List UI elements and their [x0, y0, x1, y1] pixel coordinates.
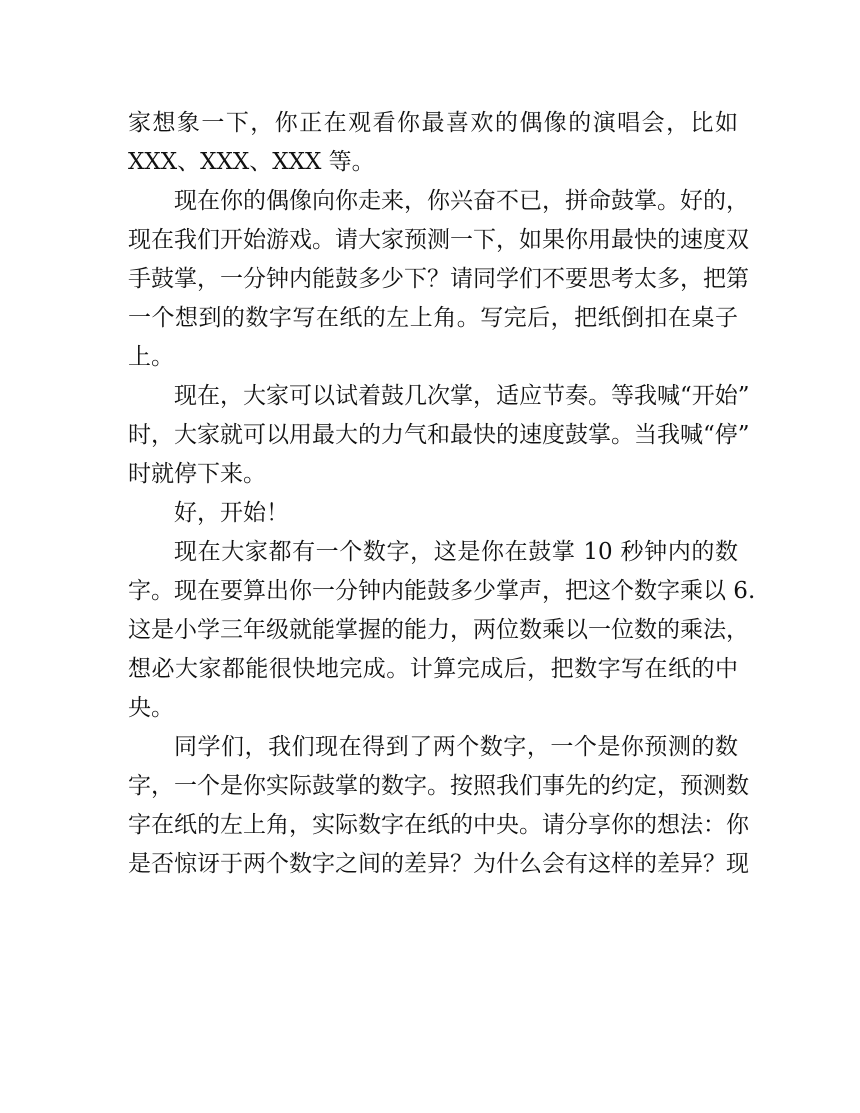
text-line: 字。现在要算出你一分钟内能鼓多少掌声，把这个数字乘以 6. [128, 578, 756, 604]
text-line: 现在，大家可以试着鼓几次掌，适应节奏。等我喊“开始” [174, 383, 750, 409]
text-line: 现在我们开始游戏。请大家预测一下，如果你用最快的速度双 [128, 227, 749, 253]
text-line: 时就停下来。 [128, 461, 266, 487]
text-line: 央。 [128, 695, 174, 721]
text-line: 现在大家都有一个数字，这是你在鼓掌 10 秒钟内的数 [174, 539, 738, 565]
text-line: 是否惊讶于两个数字之间的差异？为什么会有这样的差异？现 [128, 851, 749, 877]
text-line: 一个想到的数字写在纸的左上角。写完后，把纸倒扣在桌子 [128, 305, 738, 331]
text-line: 家想象一下，你正在观看你最喜欢的偶像的演唱会，比如 [128, 110, 738, 136]
text-line: 这是小学三年级就能掌握的能力，两位数乘以一位数的乘法， [128, 617, 749, 643]
text-line: 手鼓掌，一分钟内能鼓多少下？请同学们不要思考太多，把第 [128, 266, 749, 292]
text-line: 同学们，我们现在得到了两个数字，一个是你预测的数 [174, 734, 738, 760]
paragraph-5 [128, 533, 756, 728]
text-line: 时，大家就可以用最大的力气和最快的速度鼓掌。当我喊“停” [128, 422, 750, 448]
paragraph-4 [128, 494, 738, 533]
text-line: XXX、XXX、XXX 等。 [128, 149, 375, 175]
text-line: 好，开始！ [174, 500, 289, 526]
text-line: 想必大家都能很快地完成。计算完成后，把数字写在纸的中 [128, 656, 738, 682]
paragraph-6 [128, 728, 749, 884]
paragraph-3 [128, 377, 750, 494]
text-line: 字在纸的左上角，实际数字在纸的中央。请分享你的想法：你 [128, 812, 749, 838]
text-line: 现在你的偶像向你走来，你兴奋不已，拼命鼓掌。好的， [174, 188, 749, 214]
paragraph-1 [128, 104, 738, 182]
paragraph-2 [128, 182, 749, 377]
text-line: 上。 [128, 344, 174, 370]
document-body [128, 104, 756, 884]
text-line: 字，一个是你实际鼓掌的数字。按照我们事先的约定，预测数 [128, 773, 749, 799]
